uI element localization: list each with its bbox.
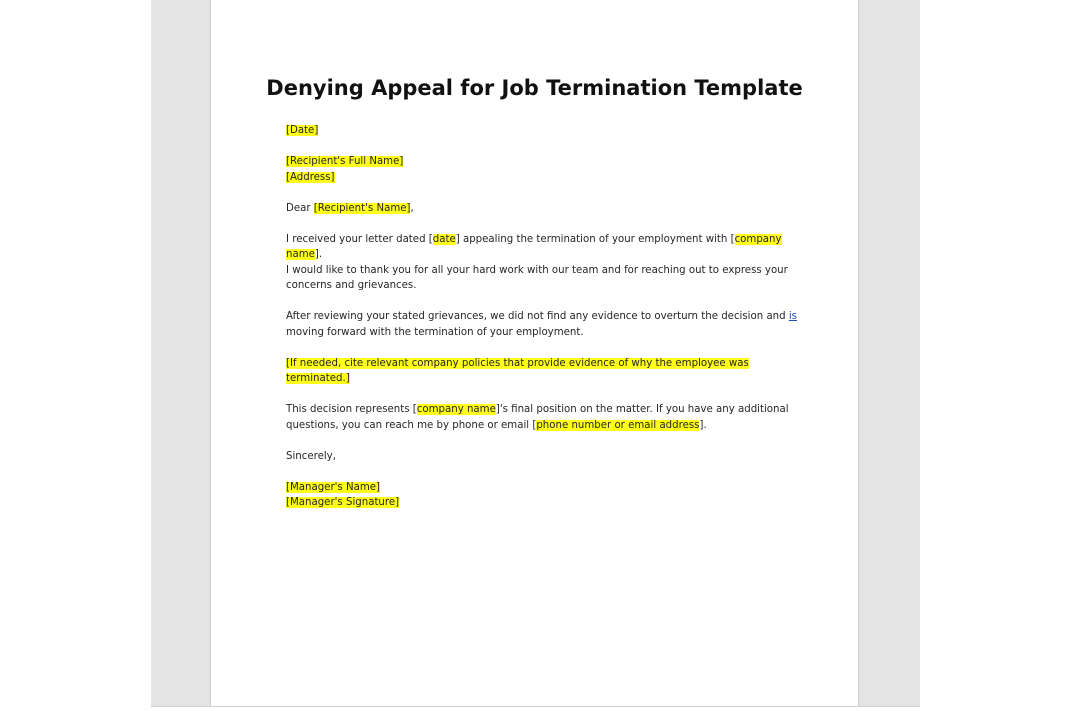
closing-text: Sincerely,	[286, 450, 336, 462]
paragraph-2	[286, 309, 806, 340]
greeting-suffix: ,	[410, 202, 414, 214]
p2-link[interactable]: is	[788, 311, 797, 322]
greeting-prefix: Dear	[286, 202, 314, 214]
p1-text-c: ].	[314, 249, 323, 260]
p1-company: company name	[286, 233, 782, 260]
letter-body	[286, 123, 806, 526]
p1-date: date	[432, 233, 456, 245]
paragraph-3	[286, 356, 806, 387]
recipient-full-name: [Recipient's Full Name]	[286, 156, 404, 167]
greeting-name: [Recipient's Name]	[313, 202, 411, 214]
document-title: Denying Appeal for Job Termination Template	[266, 76, 803, 100]
greeting	[286, 201, 806, 217]
paragraph-4	[286, 402, 806, 433]
paragraph-1	[286, 232, 806, 294]
p2-text-a: After reviewing your stated grievances, we did not find any evidence to overturn the decision and	[286, 311, 789, 322]
closing	[286, 449, 806, 465]
date-placeholder: [Date]	[286, 125, 319, 136]
date-line	[286, 123, 806, 139]
p4-text-c: ].	[699, 419, 707, 431]
p4-contact: phone number or email address	[536, 419, 700, 431]
document-viewer	[151, 0, 920, 707]
address-placeholder: [Address]	[286, 171, 335, 183]
p4-text-a: This decision represents [	[286, 404, 417, 415]
p4-text-b: ]'s final position on the matter. If you have any additional questions, you can reach me by phone or email [	[286, 404, 789, 431]
policy-placeholder: [If needed, cite relevant company policies that provide evidence of why the employee was terminated.]	[286, 357, 749, 384]
p1-text-d: I would like to thank you for all your hard work with our team and for reaching out to express your concerns and grievances.	[286, 264, 788, 291]
p1-text-b: ] appealing the termination of your employment with [	[455, 233, 735, 245]
document-page	[210, 0, 859, 706]
manager-signature: [Manager's Signature]	[286, 497, 400, 508]
recipient-block	[286, 154, 806, 185]
p4-company: company name	[416, 404, 496, 415]
manager-name: [Manager's Name]	[286, 481, 381, 493]
p1-text-a: I received your letter dated [	[286, 233, 433, 245]
signature-block	[286, 480, 806, 511]
p2-text-b: moving forward with the termination of your employment.	[286, 326, 584, 338]
